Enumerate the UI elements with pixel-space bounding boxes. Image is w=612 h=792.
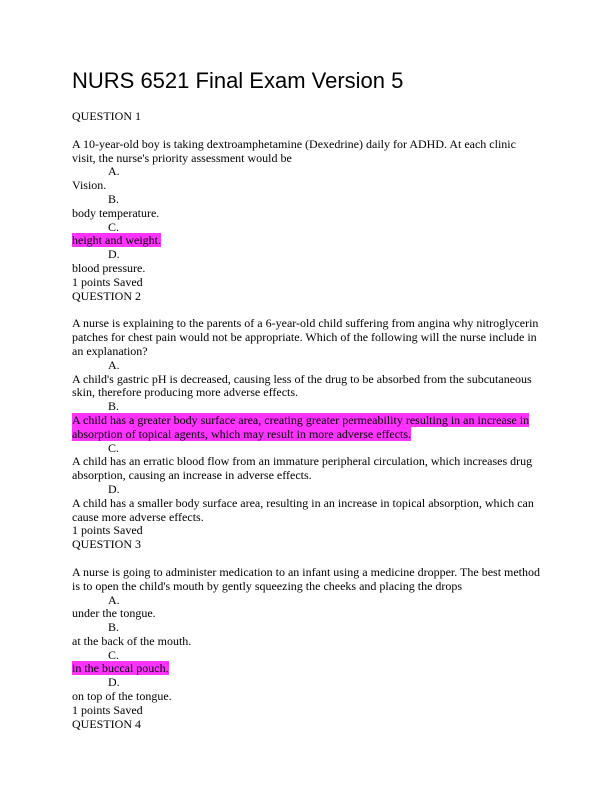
option-text-label: A child's gastric pH is decreased, causing less of the drug to be absorbed from the subcutaneous skin, therefore producing more adverse effects. xyxy=(72,371,532,400)
option-letter: C. xyxy=(108,440,120,455)
option-text-highlighted[interactable] xyxy=(72,234,542,248)
option-text[interactable] xyxy=(72,607,542,621)
question-status: 1 points Saved xyxy=(72,274,143,289)
option-text[interactable] xyxy=(72,207,542,221)
document-page xyxy=(72,66,542,731)
option-letter: D. xyxy=(108,247,120,262)
option-text[interactable] xyxy=(72,455,542,483)
option-text-label: at the back of the mouth. xyxy=(72,633,192,648)
question-status: 1 points Saved xyxy=(72,702,143,717)
option-letter: C. xyxy=(108,647,120,662)
option-text[interactable] xyxy=(72,497,542,525)
question-status: 1 points Saved xyxy=(72,523,143,538)
option-text-label: under the tongue. xyxy=(72,606,156,621)
option-text[interactable] xyxy=(72,262,542,276)
option-text[interactable] xyxy=(72,373,542,401)
option-letter: D. xyxy=(108,675,120,690)
option-text-label: Vision. xyxy=(72,178,107,193)
option-letter: C. xyxy=(108,219,120,234)
option-text-label: body temperature. xyxy=(72,205,160,220)
option-letter: D. xyxy=(108,481,120,496)
question-heading: QUESTION 1 xyxy=(72,109,141,123)
option-text-label: A child has an erratic blood flow from an immature peripheral circulation, which increases drug absorption, causing an increase in adverse effects. xyxy=(72,454,533,483)
highlighted-answer: height and weight. xyxy=(72,233,161,248)
question-4 xyxy=(72,718,542,732)
highlighted-answer: A child has a greater body surface area, creating greater permeability resulting in an increase in absorption of topical agents, which may result in more adverse effects. xyxy=(72,412,530,441)
option-letter: A. xyxy=(108,357,120,372)
highlighted-answer: in the buccal pouch. xyxy=(72,661,169,676)
option-letter: B. xyxy=(108,620,120,635)
question-heading: QUESTION 2 xyxy=(72,288,141,303)
option-letter: A. xyxy=(108,164,120,179)
question-stem: A nurse is going to administer medication to an infant using a medicine dropper. The best method is to open the child's mouth by gently squeezing the cheeks and placing the drops xyxy=(72,564,541,593)
option-text[interactable] xyxy=(72,690,542,704)
option-text-highlighted[interactable] xyxy=(72,662,542,676)
question-heading: QUESTION 4 xyxy=(72,716,141,731)
option-text-label: on top of the tongue. xyxy=(72,689,172,704)
option-letter: B. xyxy=(108,399,120,414)
question-stem: A nurse is explaining to the parents of a 6-year-old child suffering from angina why nitroglycerin patches for chest pain would not be appropriate. Which of the following will the nurse include in an explanation? xyxy=(72,316,539,358)
option-letter: B. xyxy=(108,191,120,206)
question-3 xyxy=(72,538,542,718)
option-text-label: A child has a smaller body surface area, resulting in an increase in topical absorption, which can cause more adverse effects. xyxy=(72,495,534,524)
option-text-label: blood pressure. xyxy=(72,260,146,275)
option-text[interactable] xyxy=(72,179,542,193)
question-heading: QUESTION 3 xyxy=(72,537,141,552)
option-text-highlighted[interactable] xyxy=(72,414,542,442)
question-1 xyxy=(72,110,542,290)
option-text[interactable] xyxy=(72,635,542,649)
page-title: NURS 6521 Final Exam Version 5 xyxy=(72,68,404,93)
option-letter: A. xyxy=(108,592,120,607)
question-2 xyxy=(72,290,542,539)
question-stem: A 10-year-old boy is taking dextroamphetamine (Dexedrine) daily for ADHD. At each clinic visit, the nurse's priority assessment would be xyxy=(72,136,516,165)
